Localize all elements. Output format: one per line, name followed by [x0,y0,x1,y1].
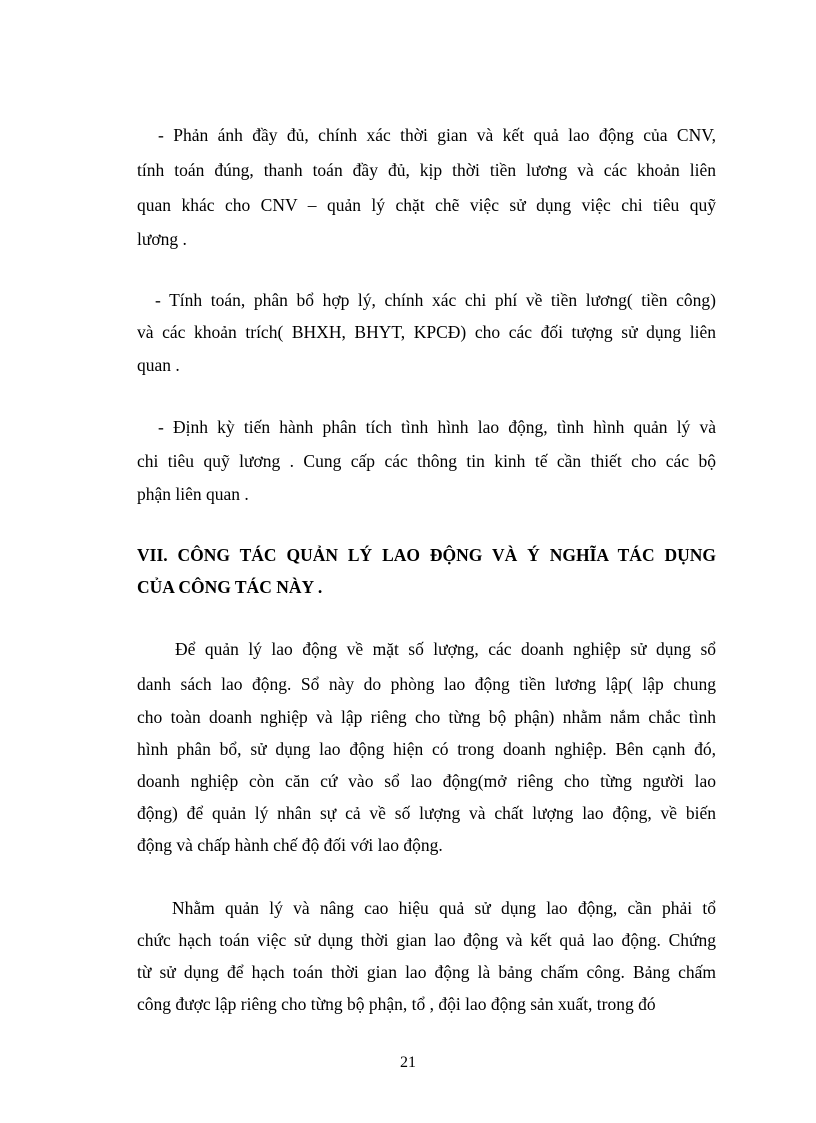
paragraph-3-line-3: phận liên quan . [137,484,249,504]
body-paragraph-1-line-7: động và chấp hành chế độ đối với lao động. [137,835,443,855]
paragraph-1-line-1: - Phản ánh đầy đủ, chính xác thời gian và kết quả lao động của CNV, [158,125,716,145]
paragraph-1-line-2: tính toán đúng, thanh toán đầy đủ, kịp thời tiền lương và các khoản liên [137,160,716,180]
section-heading-line-2: CỦA CÔNG TÁC NÀY . [137,577,323,597]
paragraph-1-line-3: quan khác cho CNV – quản lý chặt chẽ việc sử dụng việc chi tiêu quỹ [137,195,716,215]
body-paragraph-1-line-4: hình phân bổ, sử dụng lao động hiện có trong doanh nghiệp. Bên cạnh đó, [137,739,716,759]
body-paragraph-2-line-2: chức hạch toán việc sử dụng thời gian lao động và kết quả lao động. Chứng [137,930,716,950]
body-paragraph-1-line-3: cho toàn doanh nghiệp và lập riêng cho từng bộ phận) nhằm nắm chắc tình [137,707,716,727]
body-paragraph-2-line-3: từ sử dụng để hạch toán thời gian lao động là bảng chấm công. Bảng chấm [137,962,716,982]
paragraph-2-line-1: - Tính toán, phân bổ hợp lý, chính xác chi phí về tiền lương( tiền công) [155,290,716,310]
paragraph-1-line-4: lương . [137,229,187,249]
paragraph-2-line-2: và các khoản trích( BHXH, BHYT, KPCĐ) cho các đối tượng sử dụng liên [137,322,716,342]
paragraph-2-line-3: quan . [137,355,180,375]
page-number: 21 [400,1054,416,1071]
body-paragraph-1-line-2: danh sách lao động. Sổ này do phòng lao động tiền lương lập( lập chung [137,674,716,694]
body-paragraph-1-line-1: Để quản lý lao động về mặt số lượng, các doanh nghiệp sử dụng sổ [175,639,716,659]
paragraph-3-line-2: chi tiêu quỹ lương . Cung cấp các thông tin kinh tế cần thiết cho các bộ [137,451,716,471]
body-paragraph-1-line-5: doanh nghiệp còn căn cứ vào sổ lao động(mở riêng cho từng người lao [137,771,716,791]
body-paragraph-2-line-4: công được lập riêng cho từng bộ phận, tổ , đội lao động sản xuất, trong đó [137,994,656,1014]
body-paragraph-2-line-1: Nhằm quản lý và nâng cao hiệu quả sử dụng lao động, cần phải tổ [172,898,716,918]
paragraph-3-line-1: - Định kỳ tiến hành phân tích tình hình lao động, tình hình quản lý và [158,417,716,437]
section-heading-line-1: VII. CÔNG TÁC QUẢN LÝ LAO ĐỘNG VÀ Ý NGHĨA TÁC DỤNG [137,545,716,565]
body-paragraph-1-line-6: động) để quản lý nhân sự cả về số lượng và chất lượng lao động, về biến [137,803,716,823]
